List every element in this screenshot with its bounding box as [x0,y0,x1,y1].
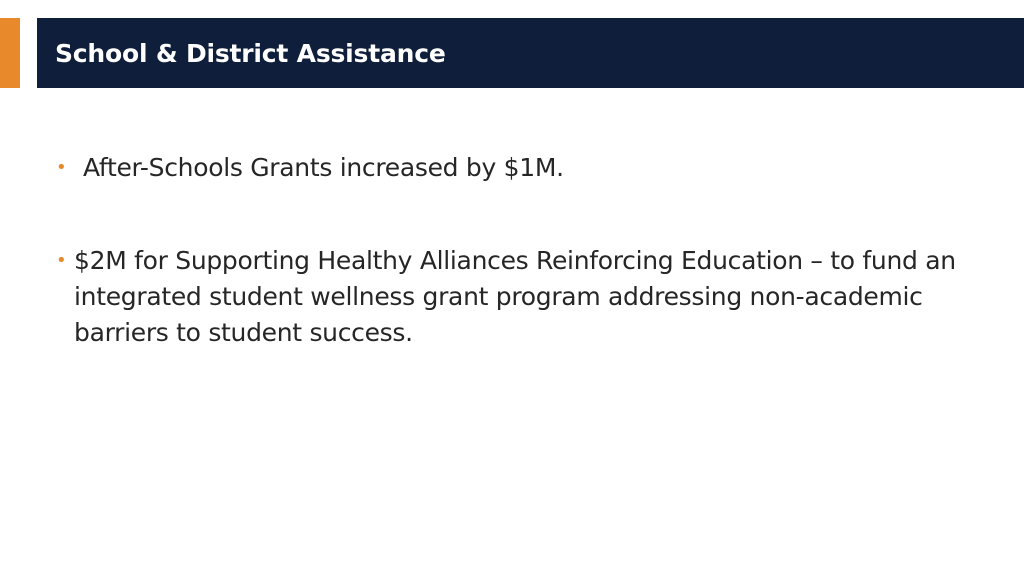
bullet-item [56,150,1001,186]
accent-bar [0,18,20,88]
bullet-text: After-Schools Grants increased by $1M. [83,153,564,182]
bullet-list [56,150,1001,351]
bullet-marker: • [56,157,67,178]
bullet-item [56,243,1001,351]
title-band [37,18,1024,88]
bullet-text: $2M for Supporting Healthy Alliances Reinforcing Education – to fund an integrated student wellness grant program addressing non-academic barriers to student success. [74,246,956,347]
slide-title: School & District Assistance [55,38,446,68]
bullet-marker: • [56,250,67,271]
